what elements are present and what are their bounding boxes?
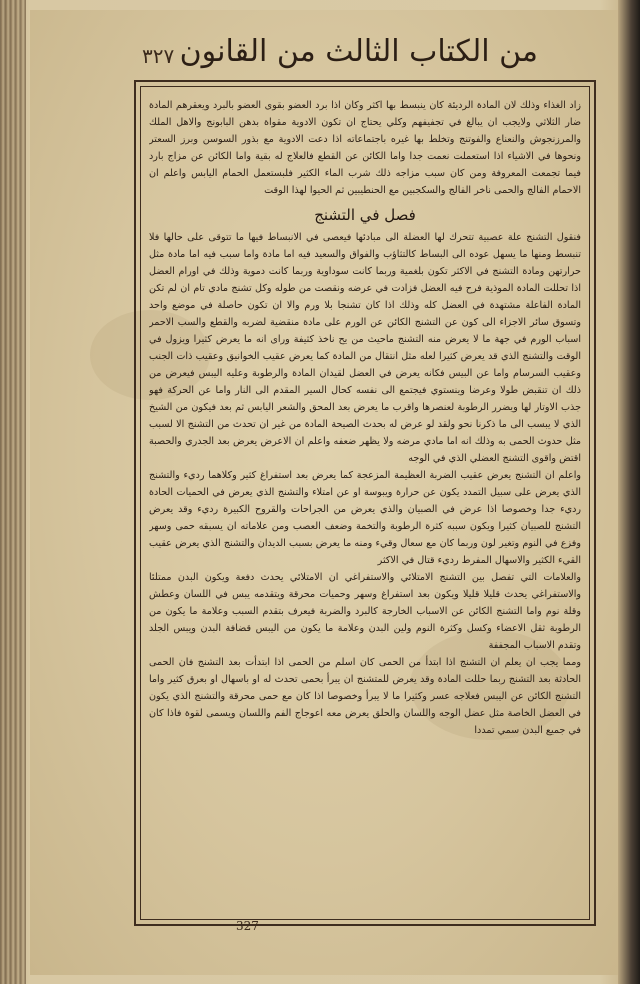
page-header (30, 32, 618, 82)
text-frame (134, 80, 596, 926)
paragraph-5: ومما يجب ان يعلم ان التشنج اذا ابتدأ من الحمى كان اسلم من الحمى اذا ابتدأت بعد التشنج فان الحمى الحادثة بعد التشنج ربما حللت المادة وقد يعرض للمتشنج ان يبرأ بحمى تحدث له او باسهال او بعرق كثير واما التشنج الكائن عن اليبس فعلاجه عسر وكثيرا ما لا يبرأ وخصوصا اذا كان مع حمى محرقة والتشنج الذي يكون في العضل الخاصة مثل عضل الوجه واللسان والحلق يعرض معه اعوجاج الفم واللسان ويسمى لقوة فاذا كان في جميع البدن سمي تمددا (149, 657, 581, 736)
paragraph-2: فنقول التشنج علة عصبية تتحرك لها العضلة الى مبادئها فيعصى في الانبساط فيها ما تتوقى على حالها فلا تنبسط ومنها ما يسهل عوده الى البساط كالتثاؤب والفواق والسعيد فيه اما مادة واما سبب فيه اما مادة مثل حرارتهن ومادة التشنج في الاكثر تكون بلغمية وربما كانت سوداوية وربما كانت دموية وذلك في اورام العضل اذا تحللت المادة الموذية فرح فيه العضل فزادت في عرضه ونقصت من طوله وكل تشنج مادي تام ان لم تكن المادة الفاعلة مشتهدة في العضل كله وذلك اذا كان تشنجا بلا ورم والا ان تكون حاصلة في موضع واحد وتسوق سائر الاجزاء الى كون عن التشنج الكائن عن الورم على مادة منقضية لضربه والقطع والسب الاحمر اسباب الورم في جهة ما لا يعرض منه التشنج ماحيث من يح ناخذ كثيفة وراى انه ما يعرض كثيرا ويزول في الوقت والتشنج الذي قد يعرض كثيرا لعله مثل انتقال من المادة كما يعرض عقيب الخوانيق وعقيب ذات الجنب وعقيب السرسام واما عن البيس فكانه يعرض في العضل لقيدان المادة والرطوبة وعليه اليبس فيعرض من ذلك ان تنقبض طولا وعرضا وينستوي فيجتمع الى نفسه كحال السير المقدم الى النار واما عن الحركة فهو جذب الاوتار لها ويضرر الرطوبة لعنصرها واقرب ما يعرض بعد المحق والشعر اليابس ثم بعد فيكون من الشيخ الذي لا يبسب الى ما ذكرنا نحو ولقد لو عرض له بحدث الصيحة المادة من غير ان تحدث من التشنج الا لسبب مثل حدوث الحمى به وذلك انه اما مادي مرضه ولا يظهر ضعفه واعلم ان الاعرض يعرض بعد الجدري والحصبة اقتض واقوى التشنج العضلي الذي في الوجه (149, 232, 581, 464)
text-frame-inner (140, 86, 590, 920)
paragraph-4: والعلامات التي تفصل بين التشنج الامتلائي والاستفراغي ان الامتلائي يحدث دفعة ويكون البدن ممتلئا والاستفراغي يحدث قليلا قليلا ويكون بعد استفراغ وسهر وحميات محرقة ويتقدمه يبس في اللسان وعطش وقلة نوم واما التشنج الكائن عن الاسباب الخارجة كالبرد والضربة فيعرف بتقدم السبب وعلامة ما يكون من الرطوبة ثقل الاعضاء وكسل وكثرة النوم ولين البدن وعلامة ما يكون من اليبس قضافة البدن ويبس الجلد وتقدم الاسباب المجففة (149, 572, 581, 651)
page-number-top: ٣٢٧ (142, 44, 175, 68)
paragraph-3: واعلم ان التشنج يعرض عقيب الضربة العظيمة المزعجة كما يعرض بعد استفراغ كثير وكلاهما رديء والتشنج الذي يعرض على سبيل التمدد يكون عن حرارة ويبوسة او عن امتلاء والتشنج الذي يعرض في الحميات الحادة رديء جدا وخصوصا اذا عرض في الصبيان والذي يعرض من الجراحات والقروح الكبيرة رديء وقد يعرض التشنج للصبيان كثيرا ويكون سببه كثرة الرطوبة والتخمة وضعف العصب ومن علاماته ان يسبقه حمى وسهر وفزع في النوم وتغير لون وربما كان مع سعال وقيء ومنه ما يعرض بسبب الديدان والتشنج الذي يعرض عقيب القيء الكثير والاسهال المفرط رديء قتال في الاكثر (149, 470, 581, 566)
section-heading: فصل في التشنج (314, 206, 416, 224)
page-edges (0, 0, 26, 984)
page-number-bottom: 327 (236, 919, 259, 933)
running-title: من الكتاب الثالث من القانون (179, 34, 538, 69)
binding-gutter (618, 0, 640, 984)
paragraph-1: زاد الغذاء وذلك لان المادة الرديئة كان ينبسط بها اكثر وكان اذا برد العضو بقوى العضو بالبرد ويعقرهم المادة ضار الثلاثي ولايجب ان يبالغ في تجفيفهم وكلي يحتاج ان تكون الادوية مقواة بدهن البابونج والاهل الملك والمرزنجوش والنعناع والفوتنج وتخلط بها غيره باجتماعاته اذا دعت الادوية مع بذور السوسن وبرز السعتر ونحوها في الاشياء اذا استعملت نعمت جدا واما الكائن عن القطع فالعلاج له بقية واما الكائن عن مزاج بارد فيما تجمعت المعروفة ومن كان سبب مزاجه ذلك شرب الماء الكثير فلبستعمل الحمام اليابس واعلم ان الاحمام الفالج والحمى ناخر الفالج والسكجبين مع الحنطيبين ثم الحيوا لهذا الوقت (149, 100, 581, 196)
main-text (149, 97, 581, 909)
manuscript-page (30, 10, 618, 975)
